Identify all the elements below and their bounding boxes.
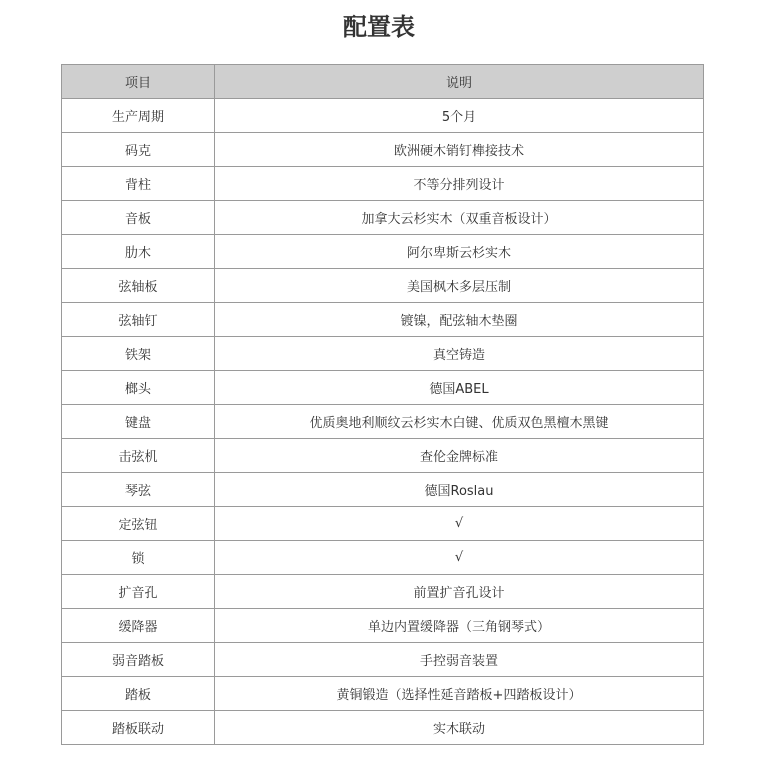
cell-description: 真空铸造: [215, 337, 704, 371]
cell-item: 扩音孔: [62, 575, 215, 609]
cell-item: 音板: [62, 201, 215, 235]
cell-item: 踏板联动: [62, 711, 215, 745]
cell-item: 键盘: [62, 405, 215, 439]
cell-item: 肋木: [62, 235, 215, 269]
table-row: [62, 643, 704, 677]
cell-description: 不等分排列设计: [215, 167, 704, 201]
cell-item: 码克: [62, 133, 215, 167]
cell-description: 加拿大云杉实木（双重音板设计）: [215, 201, 704, 235]
cell-description: 手控弱音装置: [215, 643, 704, 677]
cell-item: 榔头: [62, 371, 215, 405]
table-row: [62, 269, 704, 303]
table-row: [62, 507, 704, 541]
cell-item: 铁架: [62, 337, 215, 371]
cell-item: 弦轴钉: [62, 303, 215, 337]
cell-item: 生产周期: [62, 99, 215, 133]
table-row: [62, 133, 704, 167]
table-row: [62, 405, 704, 439]
table-row: [62, 711, 704, 745]
cell-description: 实木联动: [215, 711, 704, 745]
cell-item: 琴弦: [62, 473, 215, 507]
table-row: [62, 167, 704, 201]
cell-item: 定弦钮: [62, 507, 215, 541]
table-row: [62, 575, 704, 609]
cell-description: 优质奥地利顺纹云杉实木白键、优质双色黑檀木黑键: [215, 405, 704, 439]
table-row: [62, 99, 704, 133]
cell-item: 背柱: [62, 167, 215, 201]
cell-item: 击弦机: [62, 439, 215, 473]
table-row: [62, 371, 704, 405]
cell-description: 前置扩音孔设计: [215, 575, 704, 609]
table-row: [62, 609, 704, 643]
table-row: [62, 337, 704, 371]
cell-description: 阿尔卑斯云杉实木: [215, 235, 704, 269]
table-row: [62, 541, 704, 575]
cell-item: 弦轴板: [62, 269, 215, 303]
cell-description: 德国Roslau: [215, 473, 704, 507]
cell-description: 镀镍，配弦轴木垫圈: [215, 303, 704, 337]
table-row: [62, 235, 704, 269]
cell-item: 锁: [62, 541, 215, 575]
column-header-description: 说明: [215, 65, 704, 99]
cell-item: 弱音踏板: [62, 643, 215, 677]
cell-description: 单边内置缓降器（三角钢琴式）: [215, 609, 704, 643]
cell-description: 美国枫木多层压制: [215, 269, 704, 303]
cell-item: 踏板: [62, 677, 215, 711]
cell-description: √: [215, 541, 704, 575]
page-title: 配置表: [343, 13, 415, 41]
cell-description: 德国ABEL: [215, 371, 704, 405]
cell-description: 欧洲硬木销钉榫接技术: [215, 133, 704, 167]
table-body: [62, 99, 704, 745]
table-row: [62, 303, 704, 337]
spec-table: [61, 64, 704, 745]
cell-description: 黄铜锻造（选择性延音踏板+四踏板设计）: [215, 677, 704, 711]
cell-description: √: [215, 507, 704, 541]
table-row: [62, 439, 704, 473]
cell-item: 缓降器: [62, 609, 215, 643]
cell-description: 5个月: [215, 99, 704, 133]
table-header-row: [62, 65, 704, 99]
cell-description: 查伦金牌标准: [215, 439, 704, 473]
column-header-item: 项目: [62, 65, 215, 99]
table-row: [62, 473, 704, 507]
table-row: [62, 677, 704, 711]
table-row: [62, 201, 704, 235]
